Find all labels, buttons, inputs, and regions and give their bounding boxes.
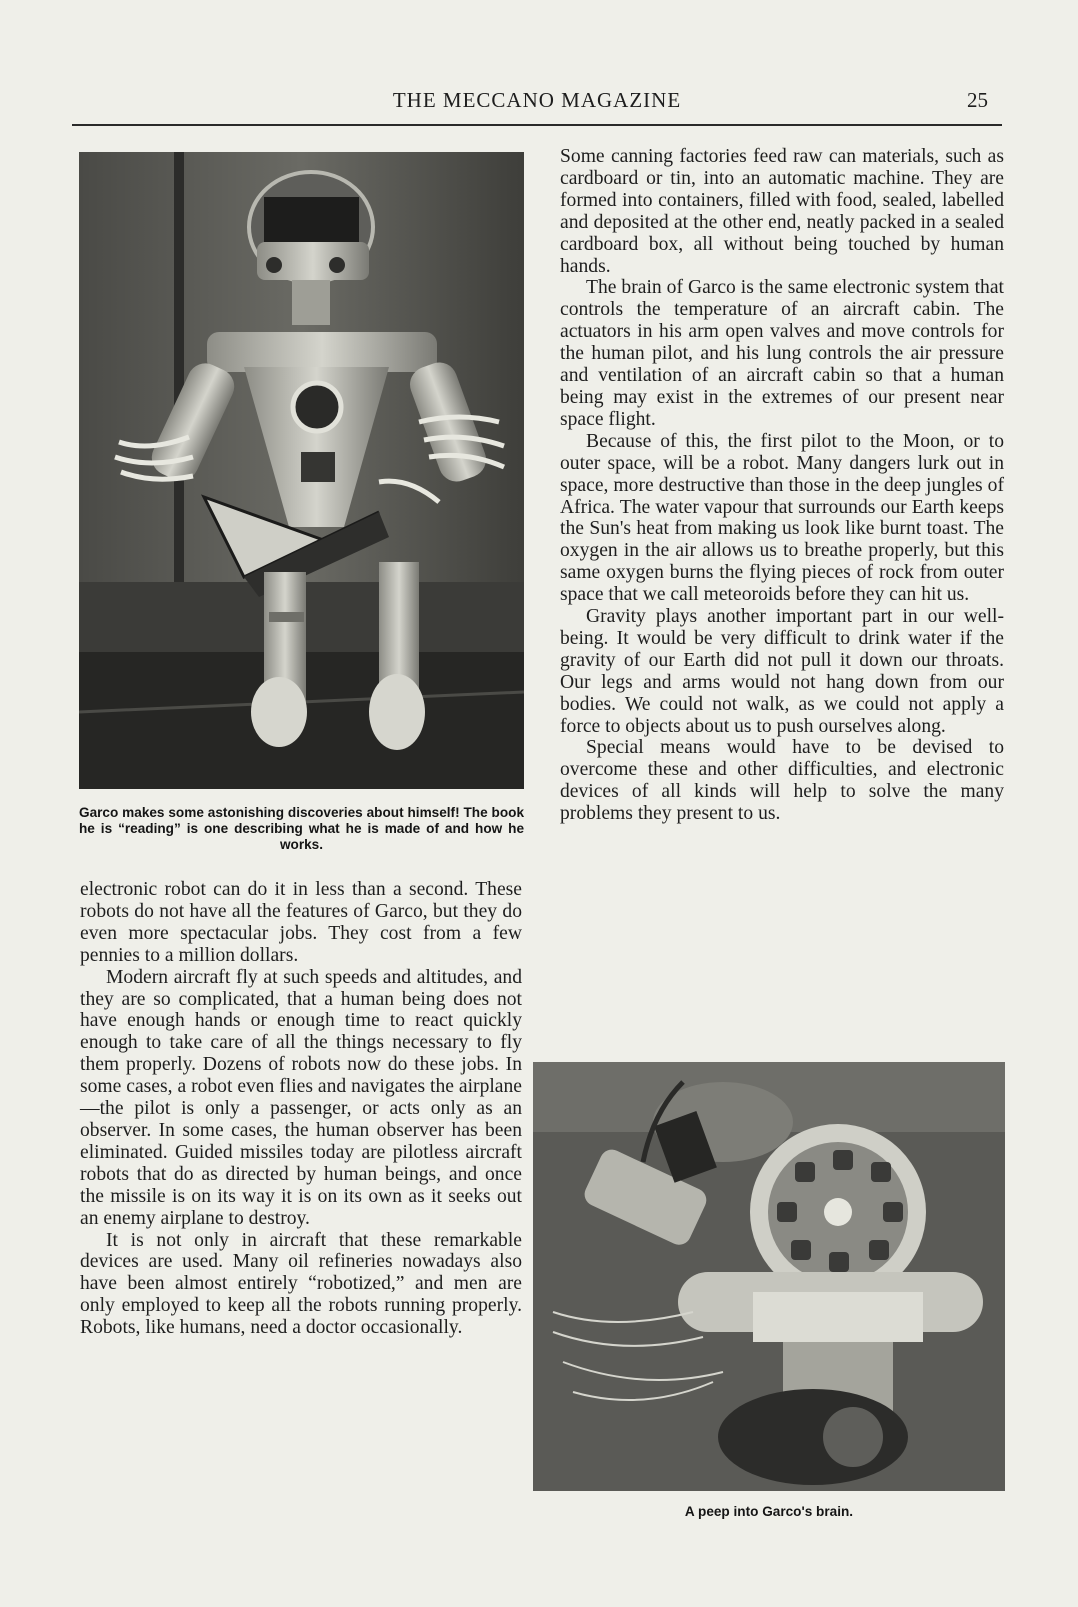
brain-photo-caption: A peep into Garco's brain. — [684, 1504, 854, 1519]
paragraph: Because of this, the first pilot to the Moon, or to outer space, will be a robot. Many dangers lurk out in space, more destructive than those in the deep jungles of Africa. The water vapour that surrounds our Earth keeps the Sun's heat from making us look like burnt toast. The oxygen in the air allows us to breathe properly, but this same oxygen burns the flying pieces of rock from outer space that we call meteoroids before they can hit us. — [560, 430, 1004, 606]
page-number: 25 — [967, 88, 988, 112]
paragraph: Special means would have to be devised to overcome these and other difficulties, and electronic devices of all kinds will help to solve the many problems they present to us. — [560, 737, 1004, 825]
header-rule — [72, 124, 1002, 126]
robot-photo — [79, 152, 524, 789]
robot-photo-caption: Garco makes some astonishing discoveries about himself! The book he is “reading” is one describing what he is made of and how he works. — [79, 805, 524, 852]
magazine-title: THE MECCANO MAGAZINE — [392, 88, 682, 112]
left-column — [80, 879, 522, 1339]
paragraph: The brain of Garco is the same electronic system that controls the temperature of an aircraft cabin. The actuators in his arm open valves and move controls for the human pilot, and his lung controls the air pressure and ventilation of an aircraft cabin so that a human being may exist in the extremes of our present near space flight. — [560, 277, 1004, 430]
paragraph: It is not only in aircraft that these remarkable devices are used. Many oil refineries nowadays also have been almost entirely “robotized,” and men are only employed to keep all the robots running properly. Robots, like humans, need a doctor occasionally. — [80, 1229, 522, 1339]
brain-photo — [533, 1062, 1005, 1491]
paragraph: Gravity plays another important part in our well-being. It would be very difficult to drink water if the gravity of our Earth did not pull it down our throats. Our legs and arms would not hang down from our bodies. We could not walk, as we could not apply a force to objects about us to push ourselves along. — [560, 606, 1004, 737]
paragraph: Some canning factories feed raw can materials, such as cardboard or tin, into an automatic machine. They are formed into containers, filled with food, sealed, labelled and deposited at the other end, neatly packed in a sealed cardboard box, all without being touched by human hands. — [560, 146, 1004, 277]
running-head — [72, 86, 1002, 116]
paragraph: electronic robot can do it in less than a second. These robots do not have all the features of Garco, but they do even more spectacular jobs. They cost from a few pennies to a million dollars. — [80, 879, 522, 966]
paragraph: Modern aircraft fly at such speeds and altitudes, and they are so complicated, that a human being does not have enough hands or enough time to react quickly enough to take care of all the things necessary to fly them properly. Dozens of robots now do these jobs. In some cases, a robot even flies and navigates the airplane—the pilot is only a passenger, or acts only as an observer. In some cases, the human observer has been eliminated. Guided missiles today are pilotless aircraft robots that do as directed by human beings, and once the missile is on its way it is on its own as it seeks out an enemy airplane to destroy. — [80, 966, 522, 1229]
right-column — [560, 146, 1004, 825]
